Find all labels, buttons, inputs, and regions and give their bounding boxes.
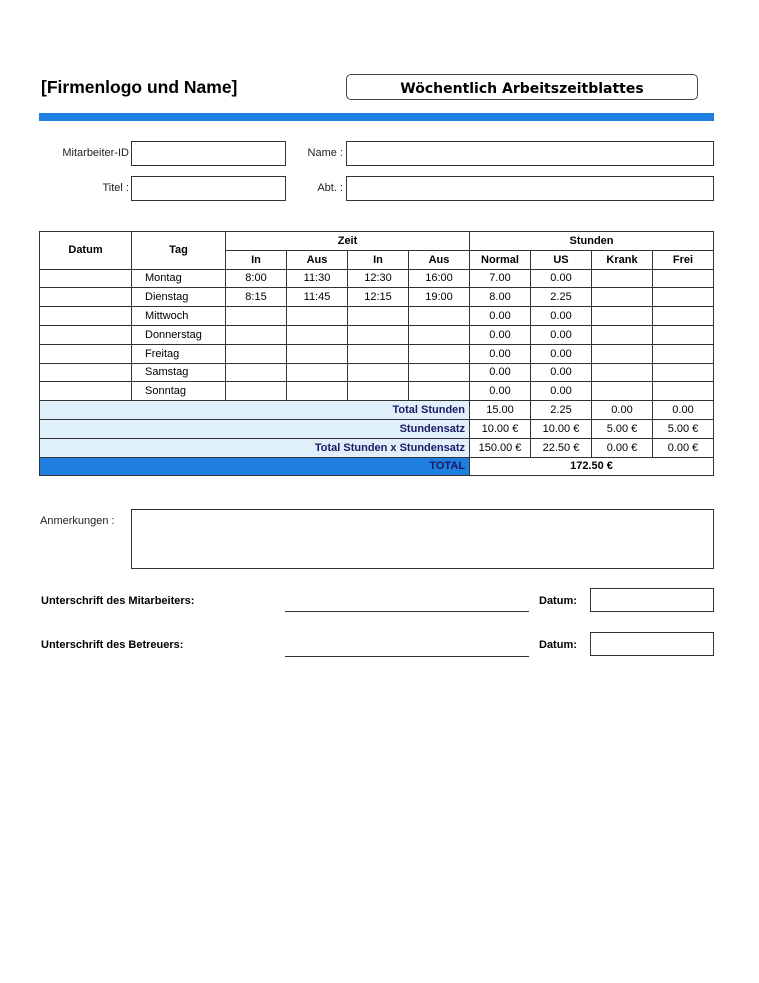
krank-cell[interactable] xyxy=(592,269,653,288)
in2-cell[interactable] xyxy=(348,382,409,401)
date-cell[interactable] xyxy=(40,382,132,401)
in1-cell[interactable]: 8:15 xyxy=(226,288,287,307)
dept-label: Abt. : xyxy=(317,182,343,194)
col-in1-header: In xyxy=(226,250,287,269)
col-out1-header: Aus xyxy=(287,250,348,269)
us-cell[interactable]: 0.00 xyxy=(531,382,592,401)
us-cell[interactable]: 0.00 xyxy=(531,325,592,344)
employee-date-label: Datum: xyxy=(539,595,577,607)
normal-cell[interactable]: 8.00 xyxy=(470,288,531,307)
table-row xyxy=(40,363,714,382)
summary-us-cell: 2.25 xyxy=(531,401,592,420)
krank-cell[interactable] xyxy=(592,307,653,326)
frei-cell[interactable] xyxy=(653,307,714,326)
summary-label: Total Stunden x Stundensatz xyxy=(40,438,470,457)
name-field[interactable] xyxy=(346,141,714,166)
frei-cell[interactable] xyxy=(653,288,714,307)
in2-cell[interactable] xyxy=(348,325,409,344)
remarks-field[interactable] xyxy=(131,509,714,569)
col-date-header: Datum xyxy=(40,232,132,270)
summary-krank-cell: 0.00 xyxy=(592,401,653,420)
summary-us-cell: 10.00 € xyxy=(531,419,592,438)
summary-frei-cell: 0.00 xyxy=(653,401,714,420)
krank-cell[interactable] xyxy=(592,382,653,401)
in2-cell[interactable] xyxy=(348,344,409,363)
table-row xyxy=(40,288,714,307)
col-krank-header: Krank xyxy=(592,250,653,269)
col-normal-header: Normal xyxy=(470,250,531,269)
out1-cell[interactable] xyxy=(287,307,348,326)
summary-normal-cell: 10.00 € xyxy=(470,419,531,438)
hours-group-header: Stunden xyxy=(470,232,714,251)
out2-cell[interactable] xyxy=(409,325,470,344)
accent-bar xyxy=(39,113,714,121)
table-row xyxy=(40,269,714,288)
in2-cell[interactable]: 12:30 xyxy=(348,269,409,288)
summary-label: Stundensatz xyxy=(40,419,470,438)
us-cell[interactable]: 0.00 xyxy=(531,269,592,288)
us-cell[interactable]: 0.00 xyxy=(531,344,592,363)
day-cell[interactable]: Samstag xyxy=(132,363,226,382)
date-cell[interactable] xyxy=(40,288,132,307)
employee-signature-label: Unterschrift des Mitarbeiters: xyxy=(41,595,195,607)
summary-krank-cell: 5.00 € xyxy=(592,419,653,438)
employee-id-label: Mitarbeiter-ID xyxy=(62,147,129,159)
total-value: 172.50 € xyxy=(470,457,714,476)
in1-cell[interactable] xyxy=(226,363,287,382)
table-row xyxy=(40,325,714,344)
col-day-header: Tag xyxy=(132,232,226,270)
out1-cell[interactable] xyxy=(287,325,348,344)
out1-cell[interactable] xyxy=(287,363,348,382)
day-cell[interactable]: Montag xyxy=(132,269,226,288)
day-cell[interactable]: Freitag xyxy=(132,344,226,363)
timesheet-table xyxy=(39,231,714,476)
us-cell[interactable]: 0.00 xyxy=(531,363,592,382)
col-frei-header: Frei xyxy=(653,250,714,269)
in1-cell[interactable] xyxy=(226,344,287,363)
normal-cell[interactable]: 0.00 xyxy=(470,307,531,326)
out2-cell[interactable] xyxy=(409,344,470,363)
summary-label: Total Stunden xyxy=(40,401,470,420)
summary-row xyxy=(40,438,714,457)
table-row xyxy=(40,344,714,363)
date-cell[interactable] xyxy=(40,325,132,344)
employee-date-field[interactable] xyxy=(590,588,714,612)
summary-krank-cell: 0.00 € xyxy=(592,438,653,457)
company-name: [Firmenlogo und Name] xyxy=(41,77,238,97)
in2-cell[interactable] xyxy=(348,307,409,326)
name-label: Name : xyxy=(307,147,343,159)
supervisor-date-field[interactable] xyxy=(590,632,714,656)
out2-cell[interactable] xyxy=(409,382,470,401)
in2-cell[interactable] xyxy=(348,363,409,382)
summary-frei-cell: 0.00 € xyxy=(653,438,714,457)
in2-cell[interactable]: 12:15 xyxy=(348,288,409,307)
frei-cell[interactable] xyxy=(653,363,714,382)
out1-cell[interactable] xyxy=(287,344,348,363)
date-cell[interactable] xyxy=(40,344,132,363)
summary-normal-cell: 15.00 xyxy=(470,401,531,420)
total-label: TOTAL xyxy=(40,457,470,476)
out2-cell[interactable]: 19:00 xyxy=(409,288,470,307)
date-cell[interactable] xyxy=(40,269,132,288)
krank-cell[interactable] xyxy=(592,325,653,344)
date-cell[interactable] xyxy=(40,363,132,382)
total-row xyxy=(40,457,714,476)
dept-field[interactable] xyxy=(346,176,714,201)
day-cell[interactable]: Sonntag xyxy=(132,382,226,401)
in1-cell[interactable] xyxy=(226,325,287,344)
day-cell[interactable]: Dienstag xyxy=(132,288,226,307)
summary-row xyxy=(40,401,714,420)
date-cell[interactable] xyxy=(40,307,132,326)
us-cell[interactable]: 2.25 xyxy=(531,288,592,307)
krank-cell[interactable] xyxy=(592,288,653,307)
table-row xyxy=(40,307,714,326)
normal-cell[interactable]: 0.00 xyxy=(470,344,531,363)
employee-signature-line[interactable] xyxy=(285,611,529,612)
out2-cell[interactable] xyxy=(409,363,470,382)
out1-cell[interactable] xyxy=(287,382,348,401)
sheet-title: Wöchentlich Arbeitszeitblattes xyxy=(346,74,698,100)
out1-cell[interactable]: 11:30 xyxy=(287,269,348,288)
out2-cell[interactable]: 16:00 xyxy=(409,269,470,288)
title-field[interactable] xyxy=(131,176,286,201)
in1-cell[interactable] xyxy=(226,307,287,326)
col-us-header: US xyxy=(531,250,592,269)
col-in2-header: In xyxy=(348,250,409,269)
time-group-header: Zeit xyxy=(226,232,470,251)
normal-cell[interactable]: 0.00 xyxy=(470,382,531,401)
supervisor-date-label: Datum: xyxy=(539,639,577,651)
supervisor-signature-line[interactable] xyxy=(285,656,529,657)
normal-cell[interactable]: 0.00 xyxy=(470,325,531,344)
krank-cell[interactable] xyxy=(592,344,653,363)
out1-cell[interactable]: 11:45 xyxy=(287,288,348,307)
summary-row xyxy=(40,419,714,438)
summary-frei-cell: 5.00 € xyxy=(653,419,714,438)
in1-cell[interactable] xyxy=(226,382,287,401)
out2-cell[interactable] xyxy=(409,307,470,326)
frei-cell[interactable] xyxy=(653,382,714,401)
summary-normal-cell: 150.00 € xyxy=(470,438,531,457)
normal-cell[interactable]: 7.00 xyxy=(470,269,531,288)
summary-us-cell: 22.50 € xyxy=(531,438,592,457)
frei-cell[interactable] xyxy=(653,325,714,344)
day-cell[interactable]: Mittwoch xyxy=(132,307,226,326)
table-row xyxy=(40,382,714,401)
krank-cell[interactable] xyxy=(592,363,653,382)
in1-cell[interactable]: 8:00 xyxy=(226,269,287,288)
normal-cell[interactable]: 0.00 xyxy=(470,363,531,382)
day-cell[interactable]: Donnerstag xyxy=(132,325,226,344)
frei-cell[interactable] xyxy=(653,344,714,363)
employee-id-field[interactable] xyxy=(131,141,286,166)
supervisor-signature-label: Unterschrift des Betreuers: xyxy=(41,639,184,651)
title-label: Titel : xyxy=(102,182,129,194)
us-cell[interactable]: 0.00 xyxy=(531,307,592,326)
frei-cell[interactable] xyxy=(653,269,714,288)
remarks-label: Anmerkungen : xyxy=(40,515,115,527)
col-out2-header: Aus xyxy=(409,250,470,269)
